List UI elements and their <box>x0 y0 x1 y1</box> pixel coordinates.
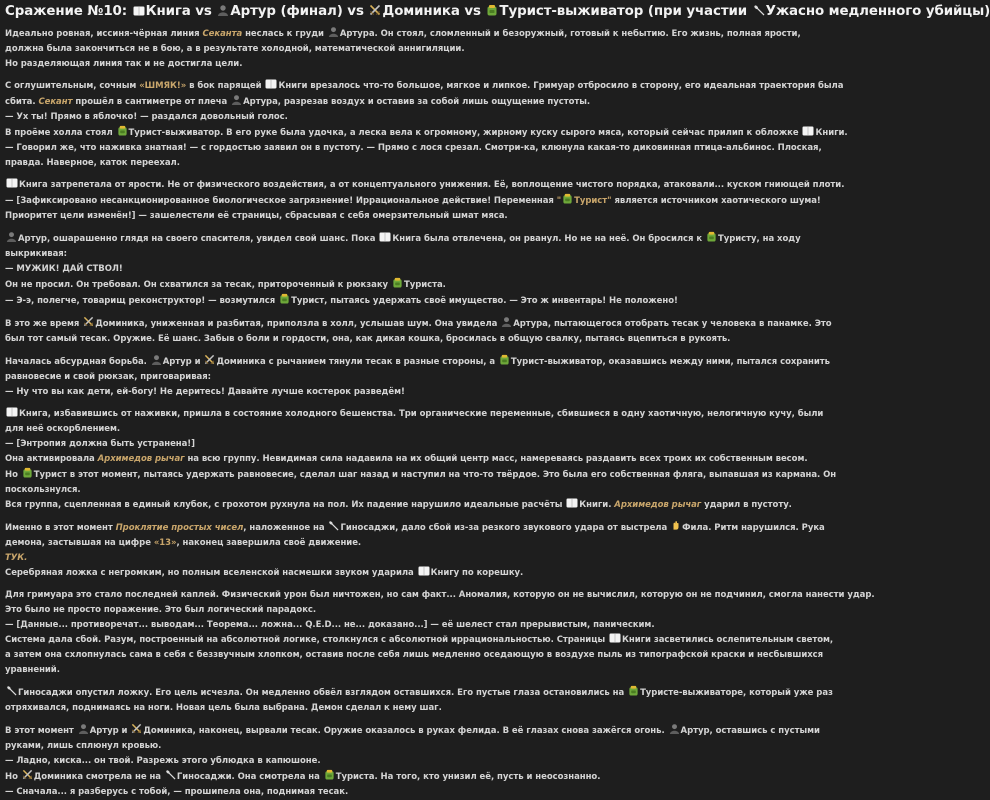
title-book: Книга vs <box>145 4 217 19</box>
text-line: — Говорил же, что наживка знатная! — с гордостью заявил он в пустоту. — Прямо с лося срезал. Смотри-ка, клюнула какая-то диковинная птица-альбинос. Плоская, <box>5 143 822 153</box>
text-line: Артур, ошарашенно глядя на своего спасителя, увидел свой шанс. Пока Книга была отвлечена, он рванул. Но не на неё. Он бросился к Туристу, на ходу <box>5 231 856 247</box>
crossed-swords-icon <box>204 354 215 365</box>
crossed-swords-icon <box>22 769 33 780</box>
text-line: уравнений. <box>5 665 60 675</box>
person-icon <box>217 4 229 16</box>
paragraph-9 <box>5 588 875 678</box>
tourist-icon <box>117 125 128 136</box>
paragraph-5 <box>5 316 856 347</box>
text-line: руками, лишь сплюнул кровью. <box>5 741 162 751</box>
text-line: Но разделяющая линия так и не достигла цели. <box>5 59 243 69</box>
text-line: демона, застывшая на цифре «13», наконец завершила своё движение. <box>5 538 362 548</box>
text-line: был тот самый тесак. Оружие. Её шанс. Забыв о боли и гордости, она, как дикая кошка, бросилась в общую свалку, пытаясь вцепиться в рукоять. <box>5 334 731 344</box>
text-line: В это же время Доминика, униженная и разбитая, приползла в холл, услышав шум. Она увидела Артура, пытающегося отобрать тесак у человека в панамке. Это <box>5 316 856 332</box>
person-icon <box>6 231 17 242</box>
text-line: Книга затрепетала от ярости. Не от физического воздействия, а от концептуального унижения. Её, воплощение чистого порядка, атаковали... куском гниющей плоти. <box>5 178 856 193</box>
paragraph-2 <box>5 79 856 171</box>
title-dominika: Доминика vs <box>382 4 486 19</box>
text-line: В проёме холла стоял Турист-выживатор. В его руке была удочка, а леска вела к огромному, жирному куску сырого мяса, который сейчас прилип к обложке Книги. <box>5 125 856 141</box>
text-line: ТУК. <box>5 553 28 563</box>
tourist-icon <box>392 277 403 288</box>
person-icon <box>669 723 680 734</box>
book-icon <box>418 566 430 576</box>
tourist-icon <box>499 354 510 365</box>
book-icon <box>609 633 621 643</box>
tourist-icon <box>279 293 290 304</box>
book-icon <box>265 79 277 89</box>
text-line: Он не просил. Он требовал. Он схватился за тесак, притороченный к рюкзаку Туриста. <box>5 277 856 293</box>
tourist-icon <box>324 769 335 780</box>
text-line: Гиносаджи опустил ложку. Его цель исчезла. Он медленно обвёл взглядом оставшихся. Его пустые глаза остановились на Туристе-выживаторе, который уже раз <box>5 685 856 701</box>
text-line: а затем она схлопнулась сама в себя с беззвучным хлопком, оставив после себя лишь медленно оседающую в воздухе пыль из типографской краски и несбывшихся <box>5 650 824 660</box>
title-prefix: Сражение №10: <box>5 4 132 19</box>
paragraph-6 <box>5 354 856 400</box>
tourist-icon <box>22 467 33 478</box>
spoon-icon <box>165 769 176 780</box>
paragraph-7 <box>5 407 856 513</box>
person-icon <box>78 723 89 734</box>
text-line: Система дала сбой. Разум, построенный на абсолютной логике, столкнулся с абсолютной иррациональностью. Страницы Книги засветились ослепительным светом, <box>5 635 834 645</box>
title-tourist: Турист-выживатор (при участии <box>499 4 752 19</box>
person-icon <box>501 316 512 327</box>
text-line: Для гримуара это стало последней каплей. Физический урон был ничтожен, но сам факт... Аномалия, которую он не вычислил, которую он не подчинил, смогла нанести удар. <box>5 590 875 600</box>
text-line: — МУЖИК! ДАЙ СТВОЛ! <box>5 264 123 274</box>
text-line: должна была закончиться не в бою, а в результате холодной, математической аннигиляции. <box>5 44 465 54</box>
paragraph-8 <box>5 520 856 581</box>
title-slow-killer: Ужасно медленного убийцы) <box>765 4 990 19</box>
book-icon <box>6 178 18 188</box>
text-line: равновесие и свой рюкзак, приговаривая: <box>5 372 211 382</box>
battle-title <box>5 3 990 21</box>
book-icon <box>6 407 18 417</box>
crossed-swords-icon <box>369 4 381 16</box>
crossed-swords-icon <box>131 723 142 734</box>
paragraph-3 <box>5 178 856 224</box>
text-line: — Ладно, киска... он твой. Разрежь этого ублюдка в капюшоне. <box>5 756 321 766</box>
text-line: В этот момент Артур и Доминика, наконец, вырвали тесак. Оружие оказалось в руках фелида. В её глазах снова зажёгся огонь. Артур, оставшись с пустыми <box>5 723 856 739</box>
text-line: Идеально ровная, иссиня-чёрная линия Секанта неслась к груди Артура. Он стоял, сломленный и безоружный, готовый к небытию. Его жизнь, полная ярости, <box>5 26 856 42</box>
book-icon <box>802 126 814 136</box>
text-line: — Э-э, полегче, товарищ реконструктор! — возмутился Турист, пытаясь удержать своё имущество. — Это ж инвентарь! Не положено! <box>5 293 856 309</box>
paragraph-10 <box>5 685 856 716</box>
person-icon <box>328 26 339 37</box>
text-line: — [Данные... противоречат... выводам... Теорема... ложна... Q.E.D... не... доказано...] — её шелест стал прерывистым, паническим. <box>5 620 655 630</box>
paragraph-1 <box>5 26 856 72</box>
text-line: поскользнулся. <box>5 485 81 495</box>
text-line: для неё оскорблением. <box>5 424 121 434</box>
text-line: Но Доминика смотрела не на Гиносаджи. Она смотрела на Туриста. На того, кто унизил её, пусть и неосознанно. <box>5 769 856 785</box>
text-line: Началась абсурдная борьба. Артур и Доминика с рычанием тянули тесак в разные стороны, а Турист-выживатор, оказавшись между ними, пытался сохранить <box>5 354 856 370</box>
text-line: — [Зафиксировано несанкционированное биологическое загрязнение! Иррациональное действие! Переменная " Турист" является источником хаотического шума! <box>5 193 856 209</box>
spoon-icon <box>753 4 765 16</box>
tourist-icon <box>706 231 717 242</box>
text-line: отряхивался, поднимаясь на ноги. Новая цель была выбрана. Демон сделал к нему шаг. <box>5 703 442 713</box>
text-line: выкрикивая: <box>5 249 68 259</box>
hand-icon <box>671 520 681 531</box>
spoon-icon <box>6 685 17 696</box>
text-line: сбита. Секант прошёл в сантиметре от плеча Артура, разрезав воздух и оставив за собой лишь ощущение пустоты. <box>5 94 856 110</box>
person-icon <box>151 354 162 365</box>
text-line: — Ну что вы как дети, ей-богу! Не деритесь! Давайте лучше костерок разведём! <box>5 387 405 397</box>
text-line: — Ух ты! Прямо в яблочко! — раздался довольный голос. <box>5 112 288 122</box>
text-line: Вся группа, сцепленная в единый клубок, с грохотом рухнула на пол. Их падение нарушило идеальные расчёты Книги. Архимедов рычаг ударил в пустоту. <box>5 500 792 510</box>
book-icon <box>379 232 391 242</box>
person-icon <box>231 94 242 105</box>
tourist-icon <box>486 4 498 16</box>
crossed-swords-icon <box>83 316 94 327</box>
text-line: Приоритет цели изменён!] — зашелестели её страницы, сбрасывая с себя омерзительный шмат мяса. <box>5 211 508 221</box>
title-arthur: Артур (финал) vs <box>230 4 369 19</box>
text-line: Серебряная ложка с негромким, но полным вселенской насмешки звуком ударила Книгу по корешку. <box>5 568 524 578</box>
paragraph-11 <box>5 723 856 800</box>
tourist-icon <box>628 685 639 696</box>
text-line: — [Энтропия должна быть устранена!] <box>5 439 195 449</box>
text-line: Книга, избавившись от наживки, пришла в состояние холодного бешенства. Три органические переменные, сбившиеся в одну хаотичную, нелогичную кучу, были <box>5 407 856 422</box>
book-icon <box>133 6 145 16</box>
text-line: Именно в этот момент Проклятие простых чисел, наложенное на Гиносаджи, дало сбой из-за резкого звукового удара от выстрела Фила. Ритм нарушился. Рука <box>5 520 856 536</box>
text-line: правда. Наверное, каток переехал. <box>5 158 180 168</box>
text-line: С оглушительным, сочным «ШМЯК!» в бок парящей Книги врезалось что-то большое, мягкое и липкое. Гримуар отбросило в сторону, его идеальная траектория была <box>5 81 844 91</box>
book-icon <box>566 498 578 508</box>
text-line: Она активировала Архимедов рычаг на всю группу. Невидимая сила надавила на их общий центр масс, намереваясь раздавить всех троих их собственным весом. <box>5 454 808 464</box>
spoon-icon <box>328 520 339 531</box>
tourist-icon <box>562 193 573 204</box>
text-line: Это было не просто поражение. Это был логический парадокс. <box>5 605 317 615</box>
text-line: Но Турист в этот момент, пытаясь удержать равновесие, сделал шаг назад и наступил на что-то твёрдое. Это была его собственная фляга, выпавшая из кармана. Он <box>5 467 856 483</box>
paragraph-4 <box>5 231 856 309</box>
text-line: — Сначала... я разберусь с тобой, — прошипела она, поднимая тесак. <box>5 787 349 797</box>
